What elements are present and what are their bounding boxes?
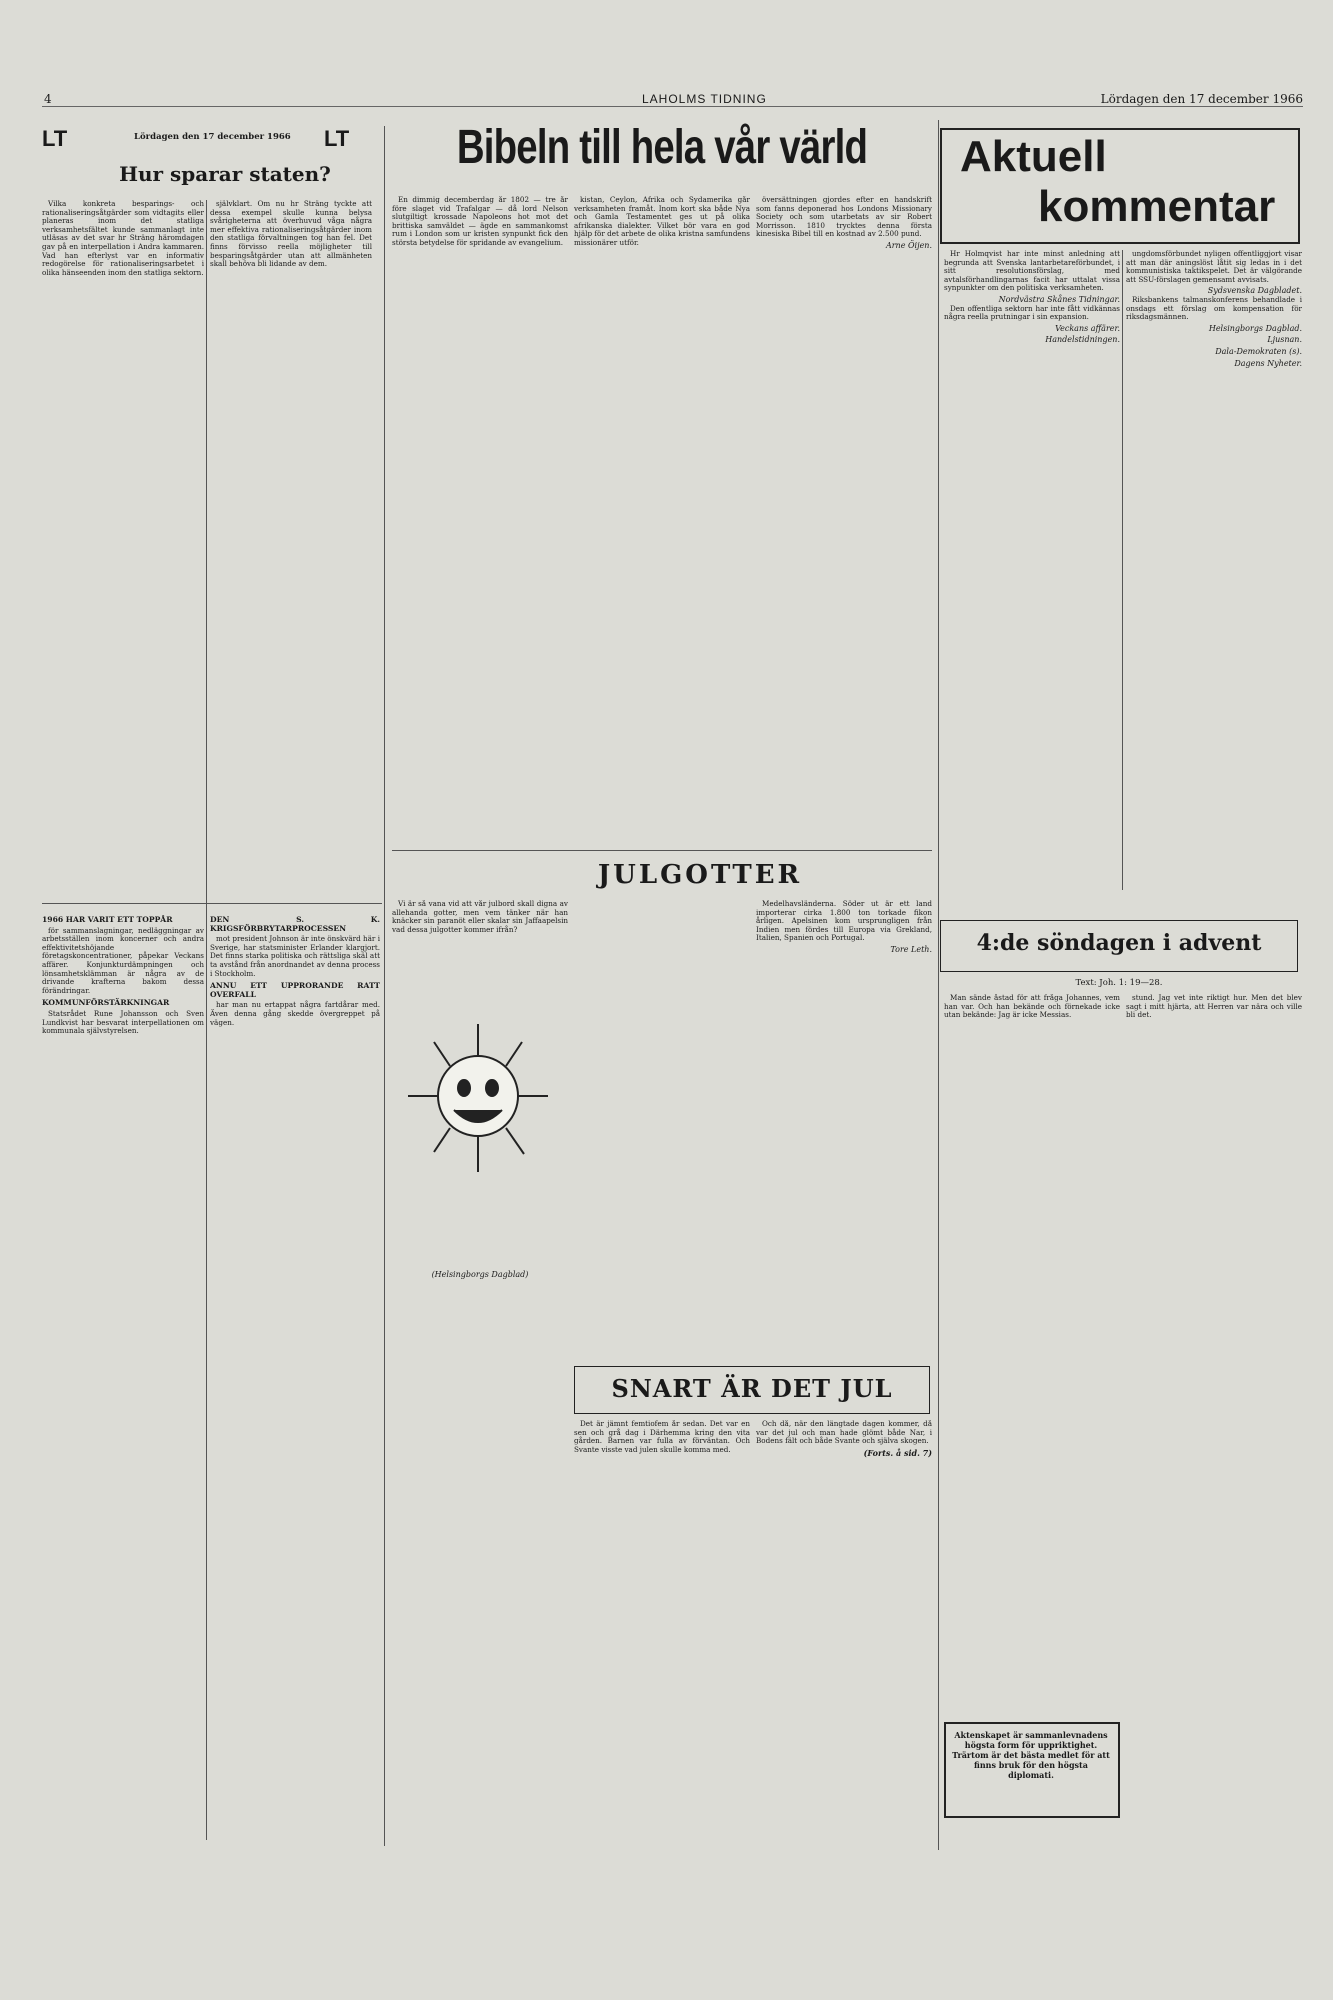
snart-col1 [574, 1420, 750, 1830]
julgotter-caption: (Helsingborgs Dagblad) [431, 1270, 529, 1279]
column-divider [384, 126, 385, 1846]
paper-name: LAHOLMS TIDNING [642, 92, 767, 106]
krigs-col [210, 912, 380, 1852]
bibeln-signature: Arne Öijen. [885, 240, 932, 250]
aktuell-source-2: Veckans affärer. [1055, 323, 1120, 333]
bibeln-col3-text: översättningen gjordes efter en handskrift som fanns deponerad hos Londons Missionary Society och som utarbetats av sir Robert Morrisson. 1810 trycktes denna första kinesiska Bibel till en kostnad av 2.500 pund. [756, 196, 932, 239]
julgotter-signature: Tore Leth. [890, 944, 932, 954]
bibeln-col2 [574, 196, 750, 838]
aktuell-col1-text: Hr Holmqvist har inte minst anledning att begrunda att Svenska lantarbetareförbundet, i sitt resolutionsförslag, med avtalsförhandlingarnas facit har uttalat vissa synpunkter om den politiska verksamheten. [944, 250, 1120, 293]
snart-col1-text: Det är jämnt femtiofem år sedan. Det var en sen och grå dag i Därhemma kring den vita gården. Barnen var fulla av förväntan. Och Svante visste vad julen skulle komma med. [574, 1420, 750, 1454]
krigs-text: mot president Johnson är inte önskvärd här i Sverige, har statsminister Erlander klargjort. Det finns starka politiska och rättsliga skäl att ta avstånd från anordnandet av denna process i Stockholm. [210, 934, 380, 978]
lt-right-label: LT [324, 126, 350, 151]
page-number: 4 [44, 92, 52, 106]
kommun-text: Statsrådet Rune Johansson och Sven Lundkvist har besvarat interpellationen om kommunala självstyrelsen. [42, 1008, 204, 1036]
toppar-text: för sammanslagningar, nedläggningar av arbetsställen inom koncerner och andra effektivitetshöjande företagskoncentrationer, påpekar Veckans affärer. Konjunkturdämpningen och lönsamhetsklämman är några av de drivande krafterna bakom dessa förändringar. [42, 925, 204, 995]
lt-banner [42, 126, 382, 154]
section-divider [42, 903, 382, 904]
toppar-title: 1966 HAR VARIT ETT TOPPÅR [42, 915, 173, 924]
snart-col2 [756, 1420, 932, 1830]
lt-left-label: LT [42, 126, 68, 151]
bibeln-col1-text: En dimmig decemberdag år 1802 — tre år före slaget vid Trafalgar — då lord Nelson slutgiltigt krossade Napoleons hot mot det brittiska samväldet — ägde en sammankomst rum i London som ur kristen synpunkt fick den största betydelse för spridande av evangelium. [392, 196, 568, 247]
overfall-text: har man nu ertappat några fartdårar med. Även denna gång skedde övergreppet på vägen. [210, 1000, 380, 1027]
bibeln-col2-text: kistan, Ceylon, Afrika och Sydamerika går verksamheten framåt. Inom kort ska både Nya och Gamla Testamentet ges ut på olika afrikanska dialekter. Vilket bör vara en god hjälp för det arbete de olika kristna samfundens missionärer utför. [574, 196, 750, 247]
aktuell-col2b-text: Riksbankens talmanskonferens behandlade i onsdags ett förslag om kompensation för riksdagsmännen. [1126, 294, 1302, 322]
aktuell-title-line2: kommentar [1038, 182, 1276, 231]
aktuell-source-1: Nordvästra Skånes Tidningar. [998, 294, 1120, 304]
sun-cartoon-illustration [394, 1004, 562, 1184]
aktuell-col2-text: ungdomsförbundet nyligen offentliggjort visar att man där aningslöst låtit sig ledas in i det kommunistiska taktikspelet. Det är välgörande att SSU-förslagen gemensamt avvisats. [1126, 250, 1302, 284]
snart-continued: (Forts. å sid. 7) [863, 1447, 932, 1458]
page-header [42, 92, 1303, 107]
advent-headline: 4:de söndagen i advent [976, 930, 1262, 956]
lt-text-col2 [210, 200, 372, 896]
aktuell-source-7: Dala-Demokraten (s). [1215, 346, 1302, 356]
lt-headline: Hur sparar staten? [119, 162, 331, 186]
lt-col1-text: Vilka konkreta besparings- och rationaliseringsåtgärder som vidtagits eller planeras inom det statliga verksamhetsfältet kunde sammanlagt inte utläsas av det svar hr Sträng häromdagen gav på en interpellation i Andra kammaren. Vad han efterlyst var en informativ redogörelse för rationaliseringsarbetet i olika hänseenden inom den statliga sektorn. [42, 200, 204, 277]
aktuell-title-line1: Aktuell [960, 132, 1107, 181]
bibeln-col1 [392, 196, 568, 838]
overfall-title: ANNU ETT UPPRORANDE RATT OVERFALL [210, 981, 380, 999]
lt-col2-text: självklart. Om nu hr Sträng tyckte att dessa exempel skulle kunna belysa svårigheterna att överhuvud våga några mer effektiva rationaliseringsåtgärder inom den statliga förvaltningen tog han fel. Det finns förvisso reella möjligheter till besparingsåtgärder utan att allmänheten skall behöva bli lidande av dem. [210, 200, 372, 269]
julgotter-col1-text: Vi är så vana vid att vår julbord skall digna av allehanda gotter, men vem tänker när han knäcker sin paranöt eller skalar sin Jaffaapelsin vad dessa julgotter kommer ifrån? [392, 900, 568, 934]
column-divider [1122, 250, 1123, 890]
julgotter-headline: JULGOTTER [597, 860, 803, 890]
advent-col2 [1126, 994, 1302, 1834]
aktuell-source-6: Ljusnan. [1267, 335, 1302, 345]
advent-col2-text: stund. Jag vet inte riktigt hur. Men det blev sagt i mitt hjärta, att Herren var nära och ville bli det. [1126, 994, 1302, 1020]
julgotter-col2 [756, 900, 932, 1300]
kommun-subhead: KOMMUNFÖRSTÄRKNINGAR [42, 998, 170, 1008]
column-divider [938, 120, 939, 1850]
bibeln-headline: Bibeln till hela vår värld [456, 121, 868, 174]
julgotter-col2-text: Medelhavsländerna. Söder ut är ett land importerar cirka 1.800 ton torkade fikon årligen. Apelsinen kom ursprungligen från Indien men fördes till Europa via Grekland, Italien, Spanien och Portugal. [756, 900, 932, 943]
aktuell-col1 [944, 250, 1120, 890]
aktuell-source-4: Sydsvenska Dagbladet. [1207, 286, 1302, 296]
aktuell-source-8: Dagens Nyheter. [1234, 358, 1302, 368]
snart-col2-text: Och då, när den längtade dagen kommer, då var det jul och man hade glömt både Nar, i Bodens fält och både Svante och själva skogen. [756, 1420, 932, 1446]
notice-text: Aktenskapet är sammanlevnadens högsta form för uppriktighet. Trärtom är det bästa medlet för att finns bruk för den högsta diplomati. [952, 1730, 1110, 1780]
advent-col1 [944, 994, 1120, 1834]
aktuell-col1b-text: Den offentliga sektorn har inte fått vidkännas några reella prutningar i sin expansion. [944, 303, 1120, 322]
lt-text-col1 [42, 200, 204, 896]
snart-headline: SNART ÄR DET JUL [611, 1374, 893, 1403]
aktuell-source-5: Helsingborgs Dagblad. [1208, 323, 1302, 333]
aktuell-col2 [1126, 250, 1302, 890]
aktuell-source-3: Handelstidningen. [1045, 335, 1120, 345]
advent-col1-text: Man sände åstad för att fråga Johannes, vem han var. Och han bekände och förnekade icke utan bekände: Jag är icke Messias. [944, 994, 1120, 1020]
lower-left-col [42, 912, 204, 1852]
header-date: Lördagen den 17 december 1966 [1100, 92, 1303, 106]
advent-text-ref: Text: Joh. 1: 19—28. [1075, 978, 1163, 988]
lt-dateline: Lördagen den 17 december 1966 [134, 132, 291, 142]
section-divider [392, 850, 932, 851]
column-divider [206, 200, 207, 1840]
krigs-title: DEN S. K. KRIGSFÖRBRYTARPROCESSEN [210, 915, 380, 933]
bibeln-col3 [756, 196, 932, 838]
